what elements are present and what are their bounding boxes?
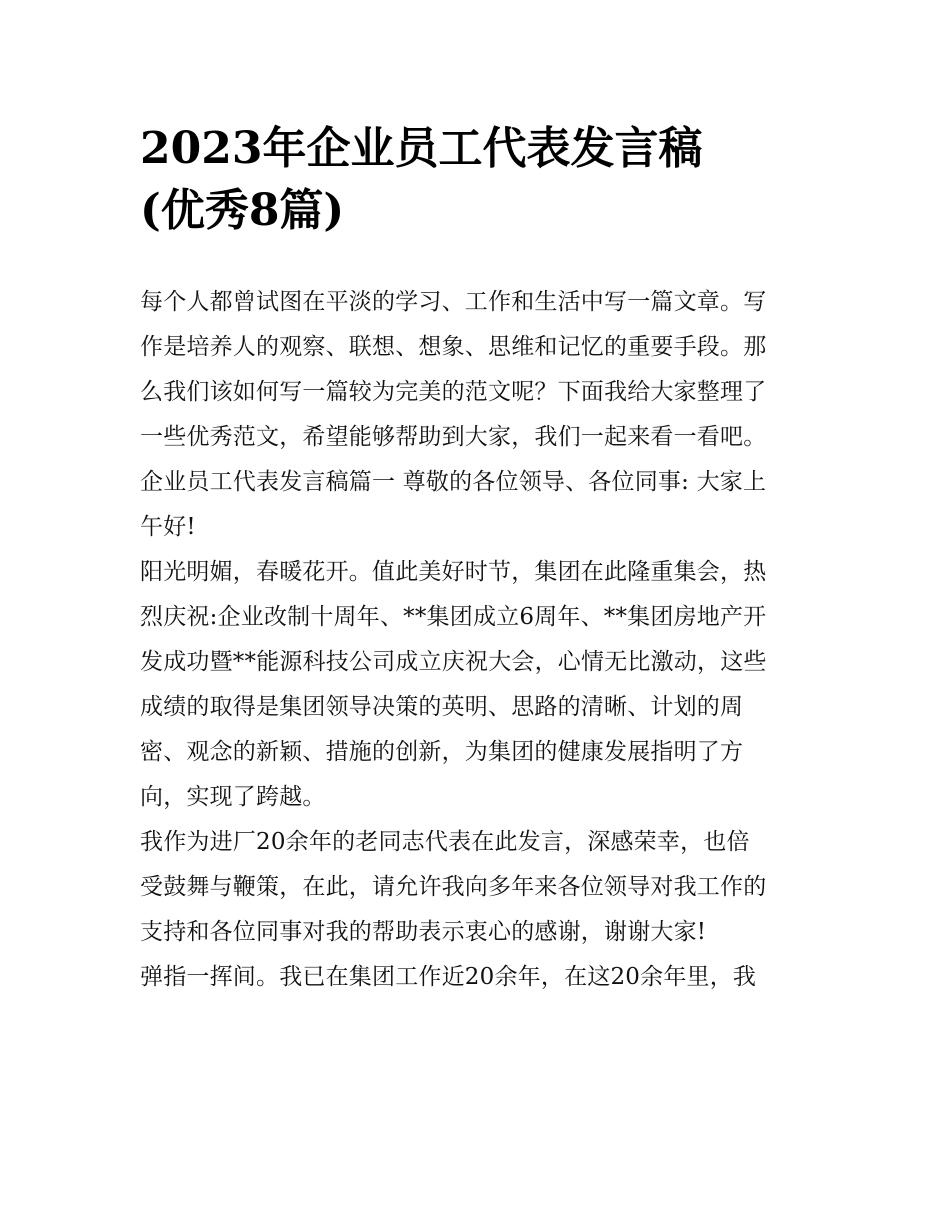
body-line: 我作为进厂20余年的老同志代表在此发言，深感荣幸，也倍 [140,829,750,855]
body-line: 阳光明媚，春暖花开。值此美好时节，集团在此隆重集会，热 [140,559,767,585]
title-line-1: 2023年企业员工代表发言稿 [140,123,703,174]
body-line: 受鼓舞与鞭策，在此，请允许我向多年来各位领导对我工作的 [140,874,767,900]
body-line: 每个人都曾试图在平淡的学习、工作和生活中写一篇文章。写 [140,289,767,315]
document-body [140,280,820,1000]
body-line: 么我们该如何写一篇较为完美的范文呢？下面我给大家整理了 [140,379,767,405]
body-line: 成绩的取得是集团领导决策的英明、思路的清晰、计划的周 [140,694,744,720]
title-line-2: (优秀8篇) [140,185,345,236]
body-line: 一些优秀范文，希望能够帮助到大家，我们一起来看一看吧。 [140,424,767,450]
body-line: 弹指一挥间。我已在集团工作近20余年，在这20余年里，我 [140,964,757,990]
body-line: 支持和各位同事对我的帮助表示衷心的感谢，谢谢大家! [140,919,707,945]
body-line: 企业员工代表发言稿篇一 尊敬的各位领导、各位同事: 大家上 [140,469,767,495]
body-line: 烈庆祝:企业改制十周年、**集团成立6周年、**集团房地产开 [140,604,767,630]
body-line: 午好! [140,514,196,540]
body-line: 作是培养人的观察、联想、想象、思维和记忆的重要手段。那 [140,334,767,360]
document-title [140,118,820,242]
body-line: 密、观念的新颖、措施的创新，为集团的健康发展指明了方 [140,739,744,765]
body-line: 向，实现了跨越。 [140,784,326,810]
body-line: 发成功暨**能源科技公司成立庆祝大会，心情无比激动，这些 [140,649,767,675]
